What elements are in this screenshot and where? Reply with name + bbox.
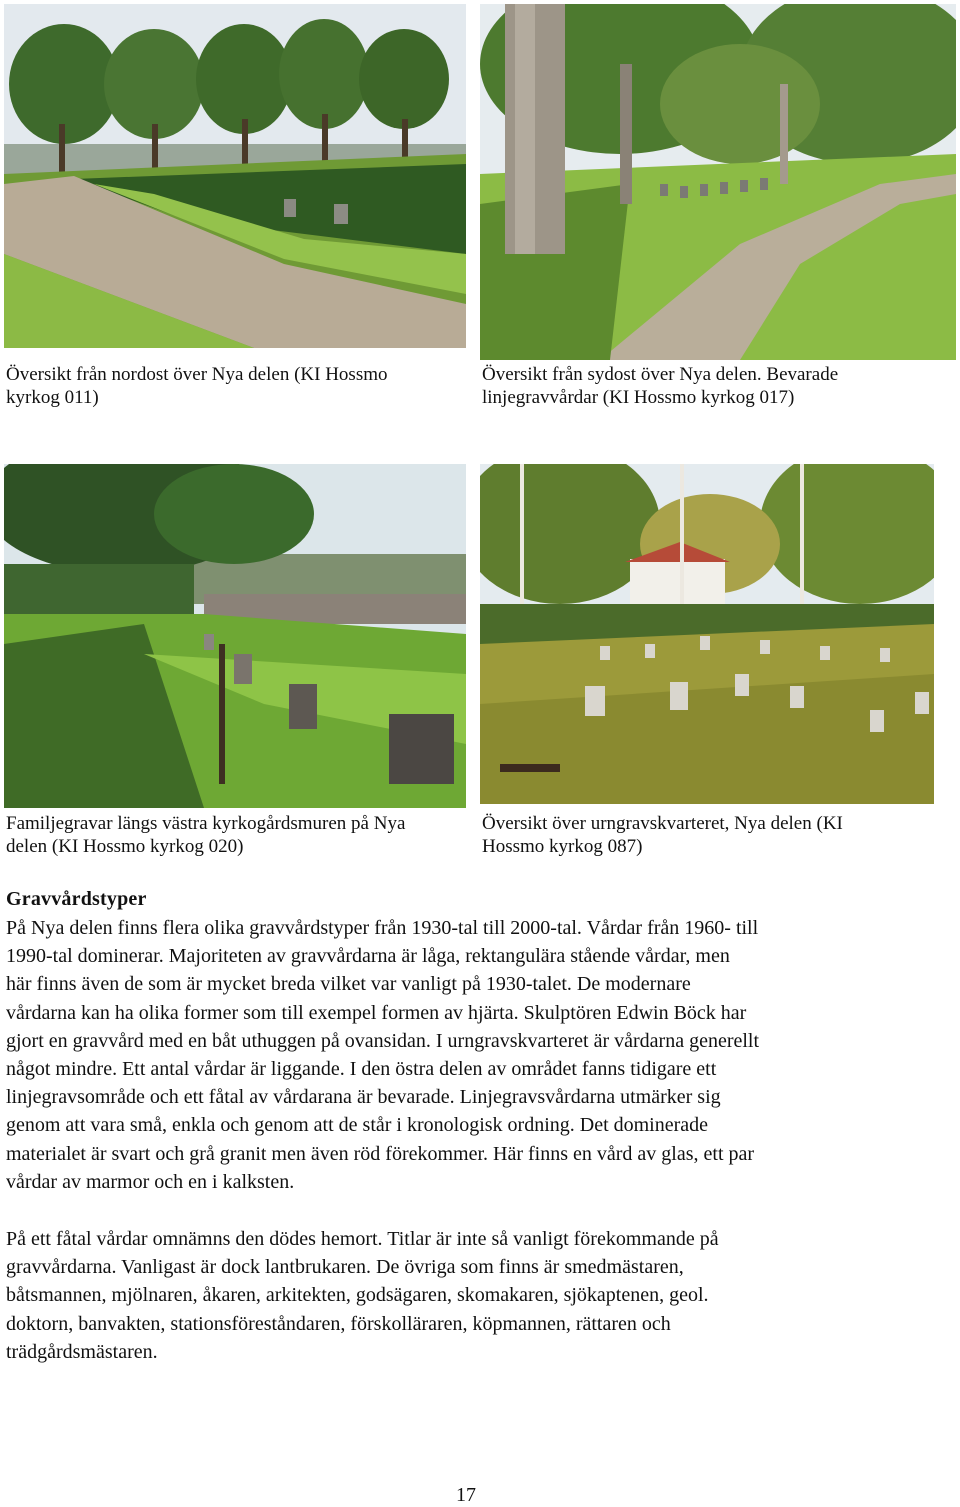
paragraph-line: vårdarna kan ha olika former som till exempel formen av hjärta. Skulptören Edwin Böck har xyxy=(6,1001,747,1024)
paragraph-line: här finns även de som är mycket breda vilket var vanligt på 1930-talet. De modernare xyxy=(6,973,691,996)
caption-line: Familjegravar längs västra kyrkogårdsmuren på Nya xyxy=(6,813,406,834)
paragraph-titlar xyxy=(6,1225,954,1366)
photo-caption-urngravskvarteret xyxy=(482,812,932,858)
caption-line: Hossmo kyrkog 087) xyxy=(482,836,643,857)
paragraph-gravvardstyper xyxy=(6,914,954,1196)
page-number: 17 xyxy=(456,1484,476,1506)
photo-sydost-image xyxy=(480,4,956,360)
photo-familjegravar xyxy=(4,464,466,808)
section-heading: Gravvårdstyper xyxy=(6,888,147,910)
paragraph-line: linjegravsområde och ett fåtal av vårdarana är bevarade. Linjegravsvårdarna utmärker sig xyxy=(6,1086,721,1109)
photo-urngravskvarteret xyxy=(480,464,934,804)
paragraph-line: båtsmannen, mjölnaren, åkaren, arkitekten, godsägaren, skomakaren, sjökaptenen, geol. xyxy=(6,1284,709,1307)
paragraph-line: materialet är svart och grå granit men även röd förekommer. Här finns en vård av glas, ett par xyxy=(6,1142,755,1165)
caption-line: Översikt från nordost över Nya delen (KI Hossmo xyxy=(6,364,388,385)
caption-line: linjegravvårdar (KI Hossmo kyrkog 017) xyxy=(482,387,795,408)
photo-caption-familjegravar xyxy=(6,812,456,858)
photo-familjegravar-image xyxy=(4,464,466,808)
paragraph-line: På Nya delen finns flera olika gravvårdstyper från 1930-tal till 2000-tal. Vårdar från 1960- till xyxy=(6,917,759,939)
paragraph-line: På ett fåtal vårdar omnämns den dödes hemort. Titlar är inte så vanligt förekommande på xyxy=(6,1228,719,1250)
caption-line: Översikt över urngravskvarteret, Nya delen (KI xyxy=(482,813,843,834)
photo-urngravskvarteret-image xyxy=(480,464,934,804)
caption-line: Översikt från sydost över Nya delen. Bevarade xyxy=(482,364,839,385)
photo-caption-sydost xyxy=(482,363,932,409)
photo-caption-nordost xyxy=(6,363,456,409)
paragraph-line: något mindre. Ett antal vårdar är liggande. I den östra delen av området fanns tidigare ett xyxy=(6,1058,717,1081)
paragraph-line: doktorn, banvakten, stationsföreståndaren, förskolläraren, köpmannen, rättaren och xyxy=(6,1312,671,1335)
paragraph-line: vårdar av marmor och en i kalksten. xyxy=(6,1170,295,1193)
paragraph-line: genom att vara små, enkla och genom att de står i kronologisk ordning. Det dominerade xyxy=(6,1114,709,1137)
photo-nordost-image xyxy=(4,4,466,348)
caption-line: delen (KI Hossmo kyrkog 020) xyxy=(6,836,244,857)
paragraph-line: gjort en gravvård med en båt uthuggen på ovansidan. I urngravskvarteret är vårdarna generellt xyxy=(6,1029,760,1052)
caption-line: kyrkog 011) xyxy=(6,387,99,408)
photo-sydost-overview xyxy=(480,4,956,360)
paragraph-line: 1990-tal dominerar. Majoriteten av gravvårdarna är låga, rektangulära stående vårdar, men xyxy=(6,945,730,968)
paragraph-line: gravvårdarna. Vanligast är dock lantbrukaren. De övriga som finns är smedmästaren, xyxy=(6,1256,684,1279)
paragraph-line: trädgårdsmästaren. xyxy=(6,1340,158,1363)
photo-nordost-overview xyxy=(4,4,466,348)
